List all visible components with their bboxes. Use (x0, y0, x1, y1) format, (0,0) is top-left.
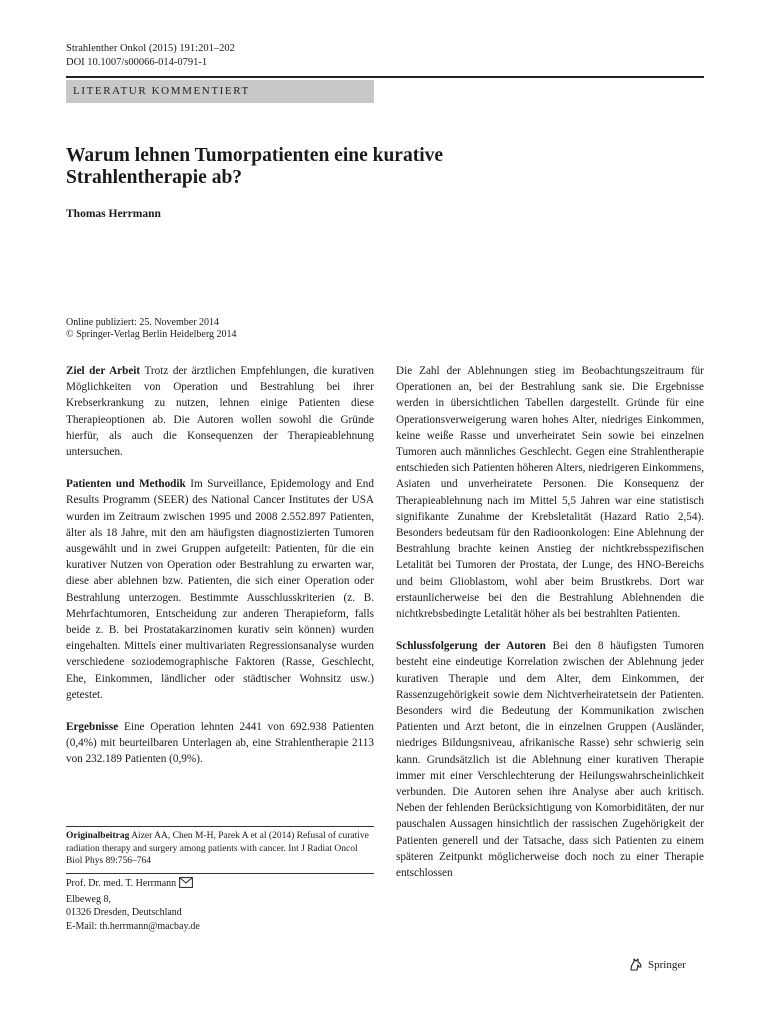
reference-rule (66, 826, 374, 827)
envelope-icon (179, 877, 193, 893)
ergebnisse-heading: Ergebnisse (66, 721, 119, 734)
section-banner: LITERATUR KOMMENTIERT (66, 80, 374, 103)
right-column (396, 363, 704, 897)
ergebnisse-paragraph (66, 719, 374, 768)
title-line-1: Warum lehnen Tumorpatienten eine kurative (66, 145, 444, 166)
address-street: Elbeweg 8, (66, 893, 111, 905)
springer-footer (628, 957, 686, 972)
publisher-name: Springer (648, 958, 686, 971)
top-rule (66, 76, 704, 78)
schluss-heading: Schlussfolgerung der Autoren (396, 640, 546, 653)
methodik-paragraph (66, 476, 374, 703)
address-name: Prof. Dr. med. T. Herrmann (66, 878, 177, 889)
copyright-notice: © Springer-Verlag Berlin Heidelberg 2014 (66, 329, 237, 340)
article-title (66, 145, 666, 189)
methodik-text: Im Surveillance, Epidemology and End Results Programm (SEER) des National Cancer Institutes der USA wurden im Zeitraum zwischen 1995 und 2008 2.552.897 Patienten, älter als 18 Jahre, mit den am häufigsten diagnostizierten Tumoren ausgewählt und in zwei Gruppen aufgeteilt: Patienten, für die ein kurativer Nutzen von Operation oder Bestrahlung zu erwarten war, diese aber ablehnen bzw. Patienten, die sich einer Operation oder Bestrahlung unterzogen. Bestimmte Ausschlusskriterien (z. B. Mehrfachtumoren, Entscheidung zur anderen Therapieform, falls beide z. B. bei Prostatakarzinomen kurativ sein können) wurden eingehalten. Mittels einer multivariaten Regressionsanalyse wurden verschiedene soziodemographische Faktoren (Rasse, Geschlecht, Ehe, Einkommen, ländlicher oder städtischer Wohnsitz usw.) getestet. (66, 478, 374, 701)
methodik-heading: Patienten und Methodik (66, 478, 186, 491)
doi-line: DOI 10.1007/s00066-014-0791-1 (66, 57, 208, 68)
ergebnisse-continued: Die Zahl der Ablehnungen stieg im Beobachtungszeitraum für Operationen an, bei der Bestrahlung sank sie. Die Ergebnisse werden in übersichtlichen Tabellen dargestellt. Gründe für eine Operationsverweigerung waren hohes Alter, niedriges Einkommen, keine weiße Rasse und unverheiratet Sein sowie bei einzelnen Tumoren auch männliches Geschlecht. Gegen eine Strahlentherapie entschieden sich Patienten höheren Alters, niedrigeren Einkommens, Asiaten und unverheiratete Personen. Die Konsequenz der Therapieablehnung nach im Mittel 5,5 Jahren war eine statistisch signifikante Zunahme der Krebsletalität (Hazard Ratio 2,54). Besonders bedeutsam für den Radioonkologen: Eine Ablehnung der Bestrahlung brachte keinen Anstieg der nichtkrebsspezifischen Letalität bei Tumoren der Prostata, der Lunge, des HNO-Bereichs und beim Glioblastom, wohl aber beim Brustkrebs. Dort war erstaunlicherweise bei den die Bestrahlung Ablehnenden die nichtkrebsbedingte Letalität höher als bei bestrahlten Patienten. (396, 365, 704, 621)
online-date: Online publiziert: 25. November 2014 (66, 317, 220, 328)
address-rule (66, 873, 374, 874)
left-column (66, 363, 374, 784)
author-name: Thomas Herrmann (66, 208, 161, 220)
schluss-paragraph (396, 638, 704, 881)
ziel-heading: Ziel der Arbeit (66, 365, 141, 377)
reference-text: Aizer AA, Chen M-H, Parek A et al (2014) Refusal of curative radiation therapy and surgery among patients with cancer. Int J Radiat Oncol Biol Phys 89:756–764 (66, 831, 369, 866)
springer-horse-icon (628, 957, 644, 972)
author-address (66, 877, 374, 933)
original-reference (66, 830, 374, 868)
address-city: 01326 Dresden, Deutschland (66, 907, 182, 918)
ziel-text: Trotz der ärztlichen Empfehlungen, die kurativen Möglichkeiten von Operation und Bestrahlung bei ihrer Krebserkrankung zu nutzen, lehnen einige Patienten diese Therapieoptionen ab. Die Autoren wollen sowohl die Gründe hierfür, als auch die Konsequenzen der Therapieablehnung untersuchen. (66, 365, 374, 459)
ergebnisse-text: Eine Operation lehnten 2441 von 692.938 Patienten (0,4%) mit beurteilbaren Unterlagen ab, eine Strahlentherapie 2113 von 232.189 Patienten (0,9%). (66, 721, 374, 766)
journal-citation: Strahlenther Onkol (2015) 191:201–202 (66, 43, 235, 54)
email-link[interactable]: E-Mail: th.herrmann@macbay.de (66, 920, 200, 932)
schluss-text: Bei den 8 häufigsten Tumoren besteht eine eindeutige Korrelation zwischen der Ablehnung jeder kurativen Therapie und dem Alter, dem Einkommen, der Rassenzugehörigkeit sowie dem Nichtverheiratetsein der Patienten. Besonders wird die Bedeutung der Kommunikation zwischen Patienten und Arzt betont, die in einzelnen Gruppen (Ausländer, niedriges Bildungsniveau, afrikanische Rasse) sehr schwierig sein kann. Grundsätzlich ist die Ablehnung einer kurativen Therapie immer mit einer Verschlechterung der Heilungswahrscheinlichkeit verbunden. Die Autoren sehen ihre Analyse aber auch kritisch. Neben der fehlenden Berücksichtigung von Komorbiditäten, der nur pauschalen Aussagen hinsichtlich der rassischen Zugehörigkeit der Patienten generell und der Tatsache, dass sich Patienten zu einem späteren Zeitpunkt möglicherweise doch noch zu einer Therapie entschlossen (396, 640, 704, 880)
reference-label: Originalbeitrag (66, 831, 130, 841)
ziel-paragraph (66, 363, 374, 460)
title-line-2: Strahlentherapie ab? (66, 167, 243, 188)
